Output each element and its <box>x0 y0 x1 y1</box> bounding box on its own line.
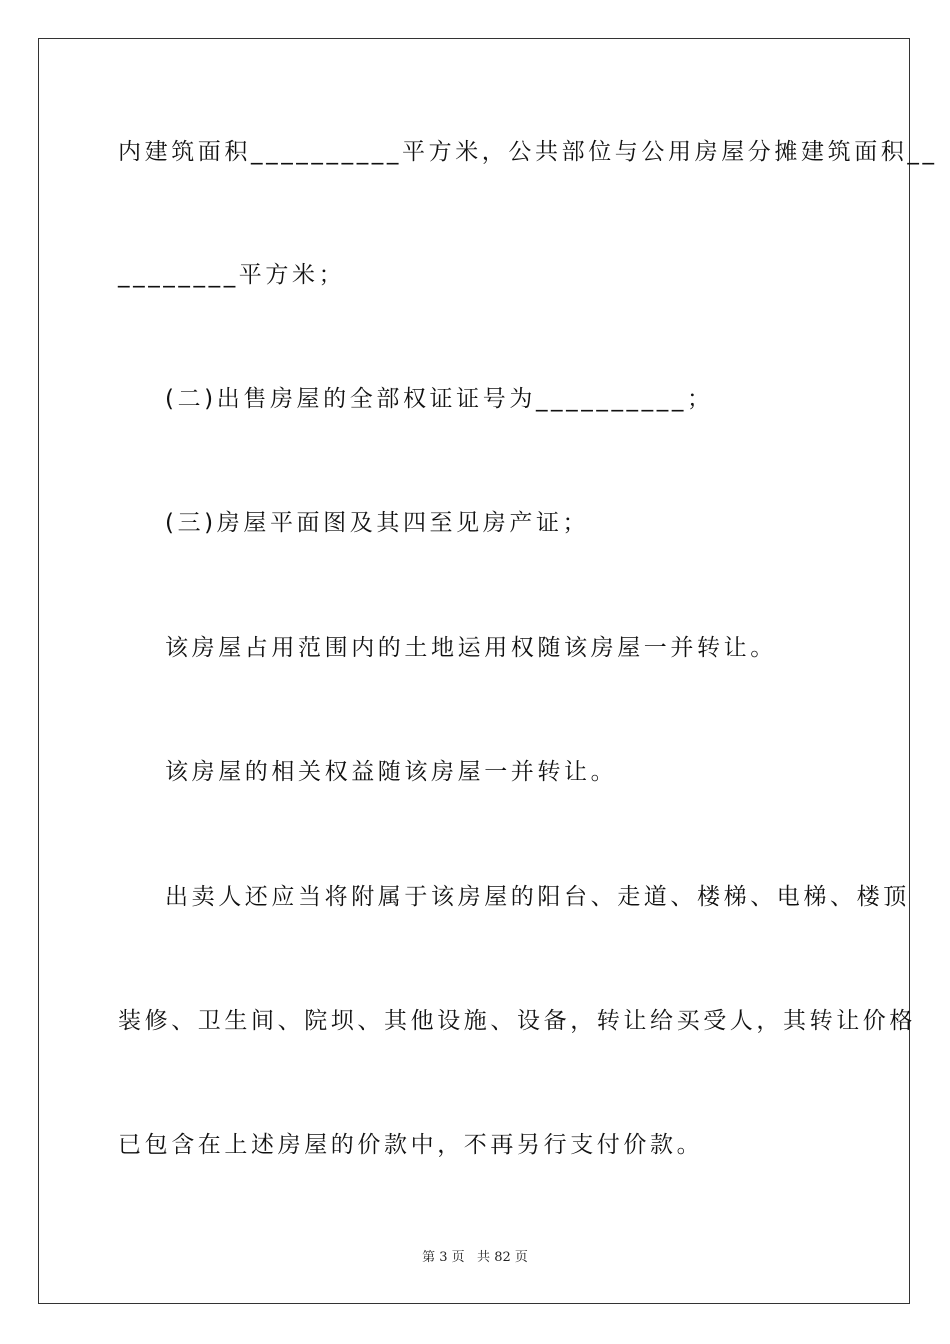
page-footer: 第 3 页 共 82 页 <box>422 1250 528 1265</box>
rights-paragraph: 该房屋的相关权益随该房屋一并转让。 <box>165 759 618 785</box>
seller-paragraph-line-3: 已包含在上述房屋的价款中，不再另行支付价款。 <box>118 1132 704 1158</box>
seller-paragraph-line-1: 出卖人还应当将附属于该房屋的阳台、走道、楼梯、电梯、楼顶 <box>165 884 910 910</box>
text-line-1: 内建筑面积__________平方米，公共部位与公用房屋分摊建筑面积__ <box>118 139 938 165</box>
text-line-2: ________平方米； <box>118 262 346 288</box>
page-border <box>38 38 910 1304</box>
seller-paragraph-line-2: 装修、卫生间、院坝、其他设施、设备，转让给买受人，其转让价格 <box>118 1008 916 1034</box>
clause-2-line: (二)出售房屋的全部权证证号为__________； <box>165 386 714 412</box>
land-use-paragraph: 该房屋占用范围内的土地运用权随该房屋一并转让。 <box>165 635 777 661</box>
clause-3-line: (三)房屋平面图及其四至见房产证； <box>165 510 590 536</box>
